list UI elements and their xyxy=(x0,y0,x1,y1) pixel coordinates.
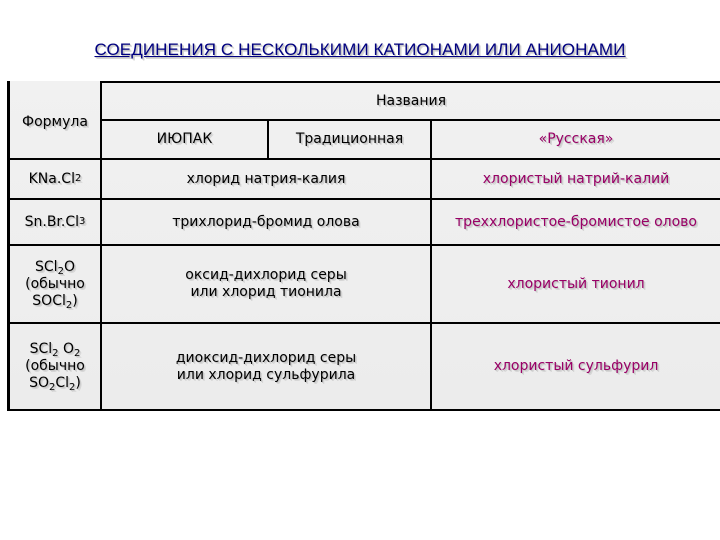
formula-subscript: 2 xyxy=(57,265,64,277)
formula-text: SCl xyxy=(29,341,53,357)
slide-title: СОЕДИНЕНИЯ С НЕСКОЛЬКИМИ КАТИОНАМИ ИЛИ АНИОНАМИ xyxy=(94,40,626,59)
divider xyxy=(100,119,720,121)
header-traditional: Традиционная xyxy=(295,130,404,147)
header-formula: Формула xyxy=(22,113,88,130)
row-4-name xyxy=(102,324,430,409)
row-4-formula xyxy=(10,324,100,409)
formula-text: SCl xyxy=(35,258,58,275)
formula-text: SOCl xyxy=(32,292,66,309)
formula-text: O xyxy=(58,341,75,357)
formula-text: SO xyxy=(29,375,49,391)
formula-text: Cl xyxy=(55,375,70,391)
name-line: оксид-дихлорид серы xyxy=(185,267,347,283)
formula-note: (обычно xyxy=(25,358,85,374)
formula-text: Sn.Br.Cl xyxy=(24,213,80,230)
formula-subscript: 2 xyxy=(65,299,73,311)
divider xyxy=(100,81,720,83)
formula-subscript: 2 xyxy=(69,382,76,393)
divider xyxy=(7,409,720,411)
name-line: или хлорид сульфурила xyxy=(176,366,356,383)
row-1-formula: KNa.Cl 2 xyxy=(28,170,82,187)
header-names: Названия xyxy=(375,92,447,109)
row-1-russian: хлористый натрий-калий xyxy=(482,170,670,187)
row-1-name: хлорид натрия-калия xyxy=(186,170,346,187)
formula-line xyxy=(29,375,81,392)
formula-text: O xyxy=(63,258,75,275)
row-2-formula: Sn.Br.Cl 3 xyxy=(24,213,86,230)
row-2-russian: треххлористое-бромистое олово xyxy=(455,213,697,230)
name-line: диоксид-дихлорид серы xyxy=(175,349,357,366)
row-2-name: трихлорид-бромид олова xyxy=(172,213,360,230)
formula-subscript: 2 xyxy=(74,348,81,359)
header-russian: «Русская» xyxy=(538,130,614,147)
row-3-name xyxy=(102,246,430,322)
formula-subscript: 2 xyxy=(49,382,56,393)
header-iupac: ИЮПАК xyxy=(156,130,213,147)
row-3-russian: хлористый тионил xyxy=(507,275,645,292)
row-4-russian: хлористый сульфурил xyxy=(493,358,659,374)
formula-line xyxy=(35,259,75,276)
formula-note: (обычно xyxy=(25,275,85,292)
row-3-formula xyxy=(10,246,100,322)
formula-subscript: 2 xyxy=(52,348,59,359)
formula-text: ) xyxy=(72,292,78,309)
formula-line xyxy=(30,341,81,358)
compounds-table xyxy=(7,81,720,411)
formula-text: KNa.Cl xyxy=(28,170,75,187)
formula-line xyxy=(32,293,77,310)
formula-text: ) xyxy=(75,375,81,391)
name-line: или хлорид тионила xyxy=(190,284,342,300)
